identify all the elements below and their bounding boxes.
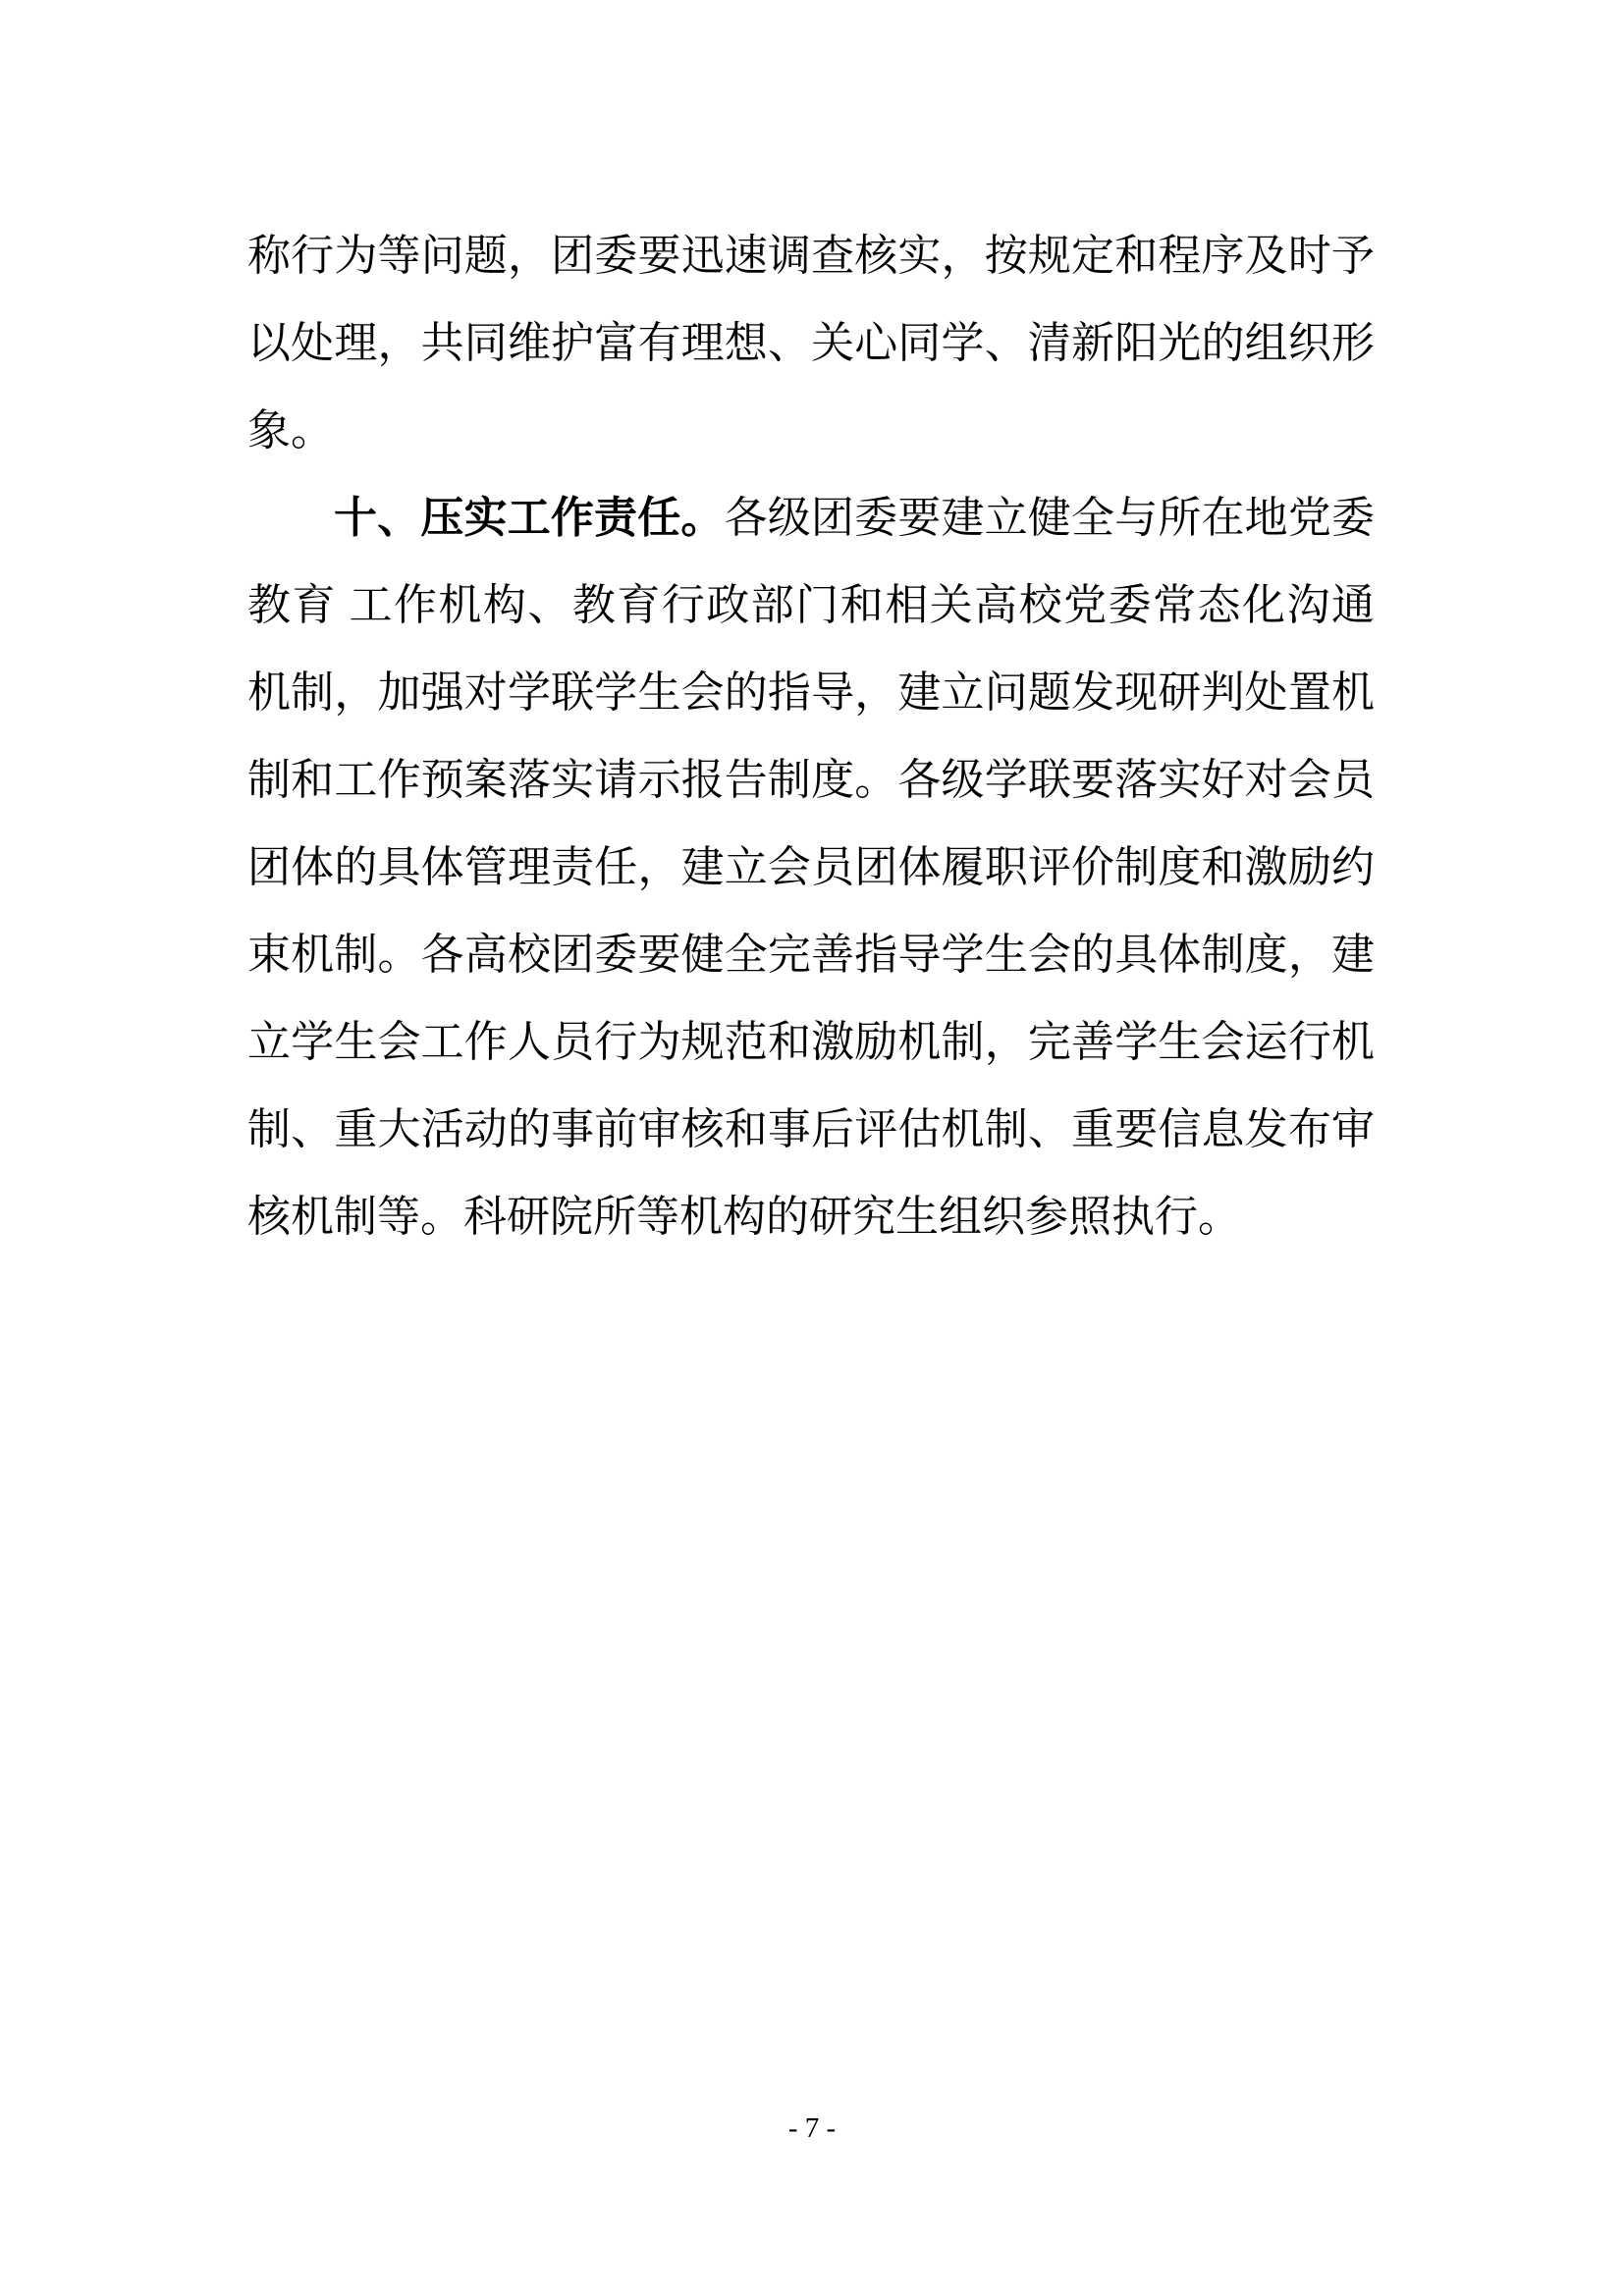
body-line — [247, 1086, 1375, 1173]
body-line — [247, 561, 1375, 649]
body-line-text: 团体的具体管理责任，建立会员团体履职评价制度和激励约 — [247, 843, 1375, 891]
page-number: - 7 - — [787, 2112, 837, 2144]
section-heading: 十、压实工作责任。 — [334, 494, 725, 542]
body-line-text: 束机制。各高校团委要健全完善指导学生会的具体制度，建 — [247, 931, 1375, 979]
body-line — [247, 299, 1375, 387]
body-line — [247, 387, 1375, 474]
body-line — [247, 911, 1375, 998]
body-line-text: 各级团委要建立健全与所在地党委 — [724, 494, 1376, 542]
body-line-text: 立学生会工作人员行为规范和激励机制，完善学生会运行机 — [247, 1018, 1375, 1066]
body-line — [247, 649, 1375, 736]
body-line-text: 制、重大活动的事前审核和事后评估机制、重要信息发布审 — [247, 1105, 1375, 1153]
section-heading-line — [247, 474, 1375, 561]
document-body — [247, 212, 1375, 1260]
body-line-text: 教育 工作机构、教育行政部门和相关高校党委常态化沟通 — [247, 581, 1375, 629]
body-line — [247, 212, 1375, 299]
body-line — [247, 824, 1375, 911]
body-line — [247, 736, 1375, 824]
body-line-text: 象。 — [247, 406, 334, 454]
body-line-text: 机制，加强对学联学生会的指导，建立问题发现研判处置机 — [247, 668, 1375, 717]
body-line-text: 称行为等问题，团委要迅速调查核实，按规定和程序及时予 — [247, 232, 1375, 280]
body-line-text: 制和工作预案落实请示报告制度。各级学联要落实好对会员 — [247, 756, 1375, 804]
body-line — [247, 998, 1375, 1086]
body-line-text: 以处理，共同维护富有理想、关心同学、清新阳光的组织形 — [247, 319, 1375, 367]
body-line — [247, 1173, 1375, 1260]
body-line-text: 核机制等。科研院所等机构的研究生组织参照执行。 — [247, 1193, 1241, 1241]
